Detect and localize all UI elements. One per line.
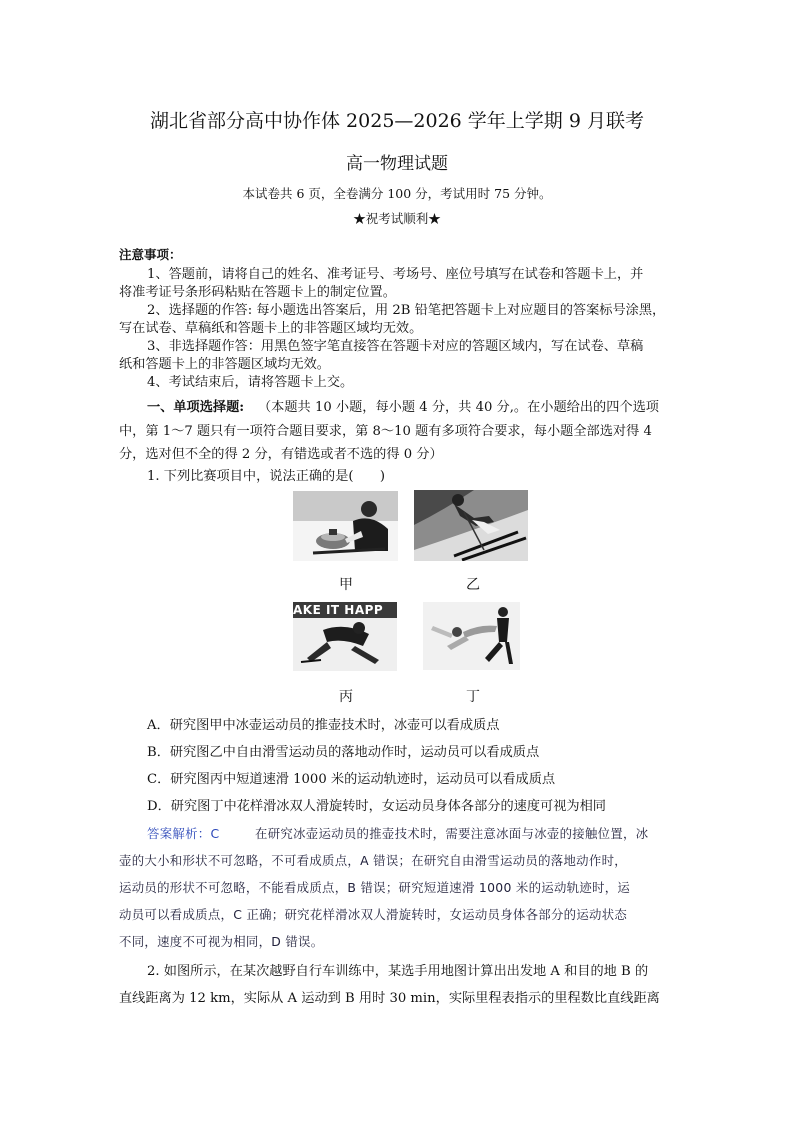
exam-wish: ★祝考试顺利★ bbox=[353, 211, 441, 226]
notice-line-5: 3、非选择题作答：用黑色签字笔直接答在答题卡对应的答题区域内，写在试卷、草稿 bbox=[147, 339, 644, 354]
q1-option-c: C．研究图丙中短道速滑 1000 米的运动轨迹时，运动员可以看成质点 bbox=[147, 772, 556, 787]
short-track-photo bbox=[293, 602, 397, 671]
notice-line-1: 1、答题前，请将自己的姓名、准考证号、考场号、座位号填写在试卷和答题卡上，并 bbox=[147, 267, 644, 282]
section1-intro-1: （本题共 10 小题，每小题 4 分，共 40 分,。在小题给出的四个选项 bbox=[258, 400, 659, 415]
q1-answer-line-1: 在研究冰壶运动员的推壶技术时，需要注意冰面与冰壶的接触位置，冰 bbox=[255, 826, 649, 841]
notice-line-3: 2、选择题的作答: 每小题选出答案后，用 2B 铅笔把答题卡上对应题目的答案标号涂黑， bbox=[147, 303, 666, 318]
q1-option-b: B．研究图乙中自由滑雪运动员的落地动作时，运动员可以看成质点 bbox=[147, 745, 540, 760]
q1-answer-label bbox=[147, 824, 219, 842]
notice-line-4: 写在试卷、草稿纸和答题卡上的非答题区域均无效。 bbox=[119, 321, 423, 336]
notice-heading: 注意事项： bbox=[119, 247, 182, 262]
exam-title: 湖北省部分高中协作体 2025—2026 学年上学期 9 月联考 bbox=[150, 110, 644, 132]
exam-info: 本试卷共 6 页，全卷满分 100 分，考试用时 75 分钟。 bbox=[242, 186, 552, 201]
caption-bing: 丙 bbox=[339, 689, 353, 705]
section1-intro-2: 中，第 1～7 题只有一项符合题目要求，第 8～10 题有多项符合要求，每小题全部选对得 4 bbox=[119, 424, 652, 439]
q1-answer-line-3: 运动员的形状不可忽略，不能看成质点，B 错误；研究短道速滑 1000 米的运动轨迹时，运 bbox=[119, 880, 631, 895]
section1-intro-3: 分，选对但不全的得 2 分，有错选或者不选的得 0 分） bbox=[119, 447, 443, 462]
notice-line-7: 4、考试结束后，请将答题卡上交。 bbox=[147, 375, 354, 390]
exam-subtitle: 高一物理试题 bbox=[346, 154, 448, 174]
caption-ding: 丁 bbox=[466, 689, 480, 705]
curling-photo bbox=[293, 491, 398, 561]
q2-line-2: 直线距离为 12 km，实际从 A 运动到 B 用时 30 min，实际里程表指示的里程数比直线距离 bbox=[119, 991, 660, 1006]
q1-option-d: D．研究图丁中花样滑冰双人滑旋转时，女运动员身体各部分的速度可视为相同 bbox=[147, 799, 606, 814]
figure-skating-photo bbox=[423, 602, 520, 670]
notice-line-2: 将准考证号条形码粘贴在答题卡上的制定位置。 bbox=[119, 285, 396, 300]
q1-option-a: A．研究图甲中冰壶运动员的推壶技术时，冰壶可以看成质点 bbox=[147, 718, 500, 733]
notice-line-6: 纸和答题卡上的非答题区域均无效。 bbox=[119, 357, 330, 372]
arena-banner: AKE IT HAPP bbox=[293, 603, 384, 617]
skiing-photo bbox=[414, 490, 528, 561]
caption-yi: 乙 bbox=[466, 577, 480, 593]
q1-answer-label-text: 答案解析：C bbox=[147, 826, 220, 841]
caption-jia: 甲 bbox=[339, 577, 353, 593]
q1-stem: 1. 下列比赛项目中，说法正确的是( ) bbox=[147, 469, 386, 484]
q1-answer-line-2: 壶的大小和形状不可忽略，不可看成质点，A 错误；在研究自由滑雪运动员的落地动作时， bbox=[119, 853, 627, 868]
section1-heading: 一、单项选择题: bbox=[147, 400, 245, 415]
q1-answer-line-4: 动员可以看成质点，C 正确；研究花样滑冰双人滑旋转时，女运动员身体各部分的运动状态 bbox=[119, 907, 628, 922]
q2-line-1: 2. 如图所示，在某次越野自行车训练中，某选手用地图计算出出发地 A 和目的地 B 的 bbox=[147, 964, 649, 979]
q1-answer-line-5: 不同，速度不可视为相同，D 错误。 bbox=[119, 934, 324, 949]
